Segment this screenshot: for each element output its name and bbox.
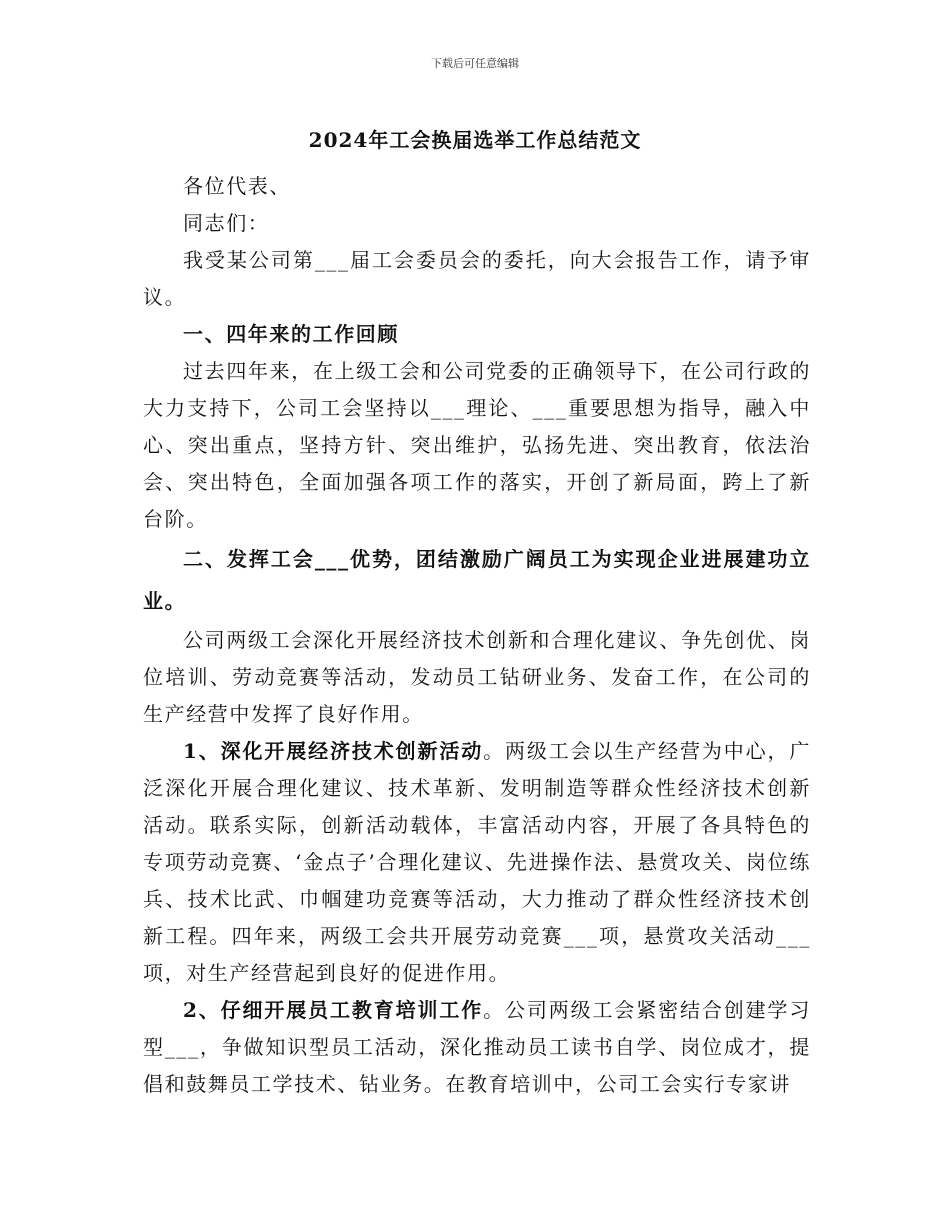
section-heading-2: 二、发挥工会___优势，团结激励广阔员工为实现企业进展建功立业。 xyxy=(143,547,811,613)
item-1-text: 。两级工会以生产经营为中心，广泛深化开展合理化建议、技术革新、发明制造等群众性经济技术创新活动。联系实际，创新活动载体，丰富活动内容，开展了各具特色的专项劳动竞赛、‘金点子’合理化建议、先进操作法、悬赏攻关、岗位练兵、技术比武、巾帼建功竞赛等活动，大力推动了群众性经济技术创新工程。四年来，两级工会共开展劳动竞赛___项，悬赏攻关活动___项，对生产经营起到良好的促进作用。 xyxy=(143,739,811,985)
salutation-line-2: 同志们： xyxy=(183,211,270,235)
item-2-lead: 2、仔细开展员工教育培训工作 xyxy=(183,998,484,1022)
review-paragraph: 过去四年来，在上级工会和公司党委的正确领导下，在公司行政的大力支持下，公司工会坚持以___理论、___重要思想为指导，融入中心、突出重点，坚持方针、突出维护，弘扬先进、突出教育，依法治会、突出特色，全面加强各项工作的落实，开创了新局面，跨上了新台阶。 xyxy=(143,359,811,531)
section-heading-1: 一、四年来的工作回顾 xyxy=(183,322,399,346)
item-1-lead: 1、深化开展经济技术创新活动 xyxy=(183,739,484,763)
item-2-paragraph xyxy=(143,992,811,1103)
item-2-text: 。公司两级工会紧密结合创建学习型___，争做知识型员工活动，深化推动员工读书自学、岗位成才，提倡和鼓舞员工学技术、钻业务。在教育培训中，公司工会实行专家讲 xyxy=(143,998,811,1096)
intro-paragraph: 我受某公司第___届工会委员会的委托，向大会报告工作，请予审议。 xyxy=(143,248,811,309)
section-2-intro-paragraph: 公司两级工会深化开展经济技术创新和合理化建议、争先创优、岗位培训、劳动竞赛等活动，发动员工钻研业务、发奋工作，在公司的生产经营中发挥了良好作用。 xyxy=(143,628,811,726)
header-note: 下载后可任意编辑 xyxy=(431,57,519,70)
item-1-paragraph xyxy=(143,733,811,992)
document-title: 2024年工会换届选举工作总结范文 xyxy=(308,128,642,152)
salutation-line-1: 各位代表、 xyxy=(183,174,291,198)
document-body xyxy=(143,168,811,1103)
